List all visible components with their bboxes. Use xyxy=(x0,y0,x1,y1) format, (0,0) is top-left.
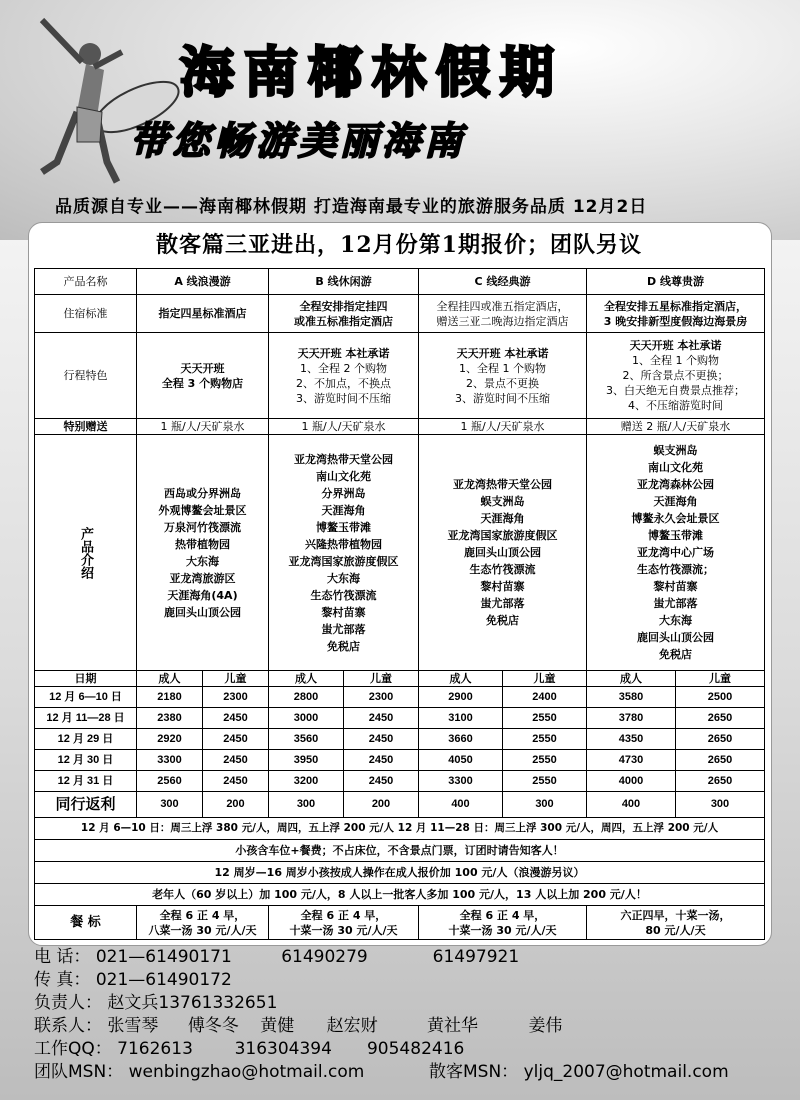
hotel-c-line: 赠送三亚二晚海边指定酒店 xyxy=(436,314,569,328)
intro-item: 亚龙湾森林公园 xyxy=(637,478,714,491)
qq-number: 316304394 xyxy=(234,1039,332,1059)
qq-number: 905482416 xyxy=(366,1039,465,1059)
intro-item: 兴隆热带植物园 xyxy=(305,537,382,551)
note-teen: 12 周岁—16 周岁小孩按成人操作在成人报价加 100 元/人（浪漫游另议） xyxy=(35,862,765,884)
fax-number: 021—61490172 xyxy=(95,970,232,990)
feature-line: 3、白天绝无自费景点推荐； xyxy=(606,384,745,397)
intro-item: 南山文化苑 xyxy=(648,461,703,474)
intro-item: 鹿回头山顶公园 xyxy=(637,631,714,644)
child-label: 儿童 xyxy=(344,671,419,687)
product-b-name: B 线休闲游 xyxy=(269,269,419,295)
meal-line: 十菜一汤 30 元/人/天 xyxy=(289,923,398,937)
price-date: 12 月 29 日 xyxy=(35,729,137,750)
price-cell: 2400 xyxy=(503,687,587,708)
intro-item: 大东海 xyxy=(659,614,692,627)
feature-line: 天天开班 本社承诺 xyxy=(629,339,722,352)
feature-line: 天天开班 xyxy=(180,361,225,375)
gift-row xyxy=(35,419,765,435)
feature-line: 4、不压缩游览时间 xyxy=(628,399,723,412)
rebate-cell: 300 xyxy=(269,792,344,818)
price-cell: 2650 xyxy=(676,708,765,729)
intro-item: 黎村苗寨 xyxy=(653,580,698,593)
feature-d xyxy=(587,333,765,419)
intro-item: 大东海 xyxy=(186,554,219,568)
gift-b: 1 瓶/人/天矿泉水 xyxy=(269,419,419,435)
fax-row xyxy=(34,969,729,992)
hotel-b xyxy=(269,295,419,333)
feature-line: 2、不加点，不换点 xyxy=(296,376,391,390)
intro-item: 热带植物园 xyxy=(175,537,230,551)
price-cell: 3780 xyxy=(587,708,676,729)
rebate-cell: 300 xyxy=(676,792,765,818)
price-cell: 4730 xyxy=(587,750,676,771)
rebate-cell: 200 xyxy=(203,792,269,818)
feature-row xyxy=(35,333,765,419)
price-cell: 2550 xyxy=(503,708,587,729)
feature-line: 1、全程 2 个购物 xyxy=(300,361,387,375)
intro-item: 亚龙湾中心广场 xyxy=(637,546,714,559)
intro-item: 南山文化苑 xyxy=(316,469,371,483)
note-row xyxy=(35,840,765,862)
price-cell: 3560 xyxy=(269,729,344,750)
intro-item: 免税店 xyxy=(659,648,692,661)
rebate-cell: 200 xyxy=(344,792,419,818)
hotel-c-line: 全程挂四或准五指定酒店， xyxy=(436,299,569,313)
price-cell: 2550 xyxy=(503,729,587,750)
rebate-label: 同行返利 xyxy=(35,792,137,818)
contact-person: 黄健 xyxy=(260,1016,295,1036)
price-cell: 2550 xyxy=(503,771,587,792)
price-cell: 2450 xyxy=(203,708,269,729)
feature-c xyxy=(419,333,587,419)
feature-line: 2、景点不更换 xyxy=(466,376,539,390)
price-cell: 4350 xyxy=(587,729,676,750)
price-cell: 2800 xyxy=(269,687,344,708)
gift-d: 赠送 2 瓶/人/天矿泉水 xyxy=(587,419,765,435)
meal-row xyxy=(35,906,765,940)
intro-item: 鹿回头山顶公园 xyxy=(464,546,541,559)
price-cell: 2450 xyxy=(344,708,419,729)
intro-item: 蜈支洲岛 xyxy=(653,444,698,457)
feature-line: 1、全程 1 个购物 xyxy=(459,361,546,375)
intro-item: 天涯海角 xyxy=(321,503,366,517)
child-label: 儿童 xyxy=(203,671,269,687)
intro-d xyxy=(587,435,765,671)
intro-item: 西岛或分界洲岛 xyxy=(164,486,241,500)
intro-item: 鹿回头山顶公园 xyxy=(164,605,241,619)
intro-item: 生态竹筏漂流 xyxy=(469,563,536,576)
intro-item: 亚龙湾国家旅游度假区 xyxy=(447,529,558,542)
feature-line: 天天开班 本社承诺 xyxy=(297,346,390,360)
price-cell: 4000 xyxy=(587,771,676,792)
feature-line: 天天开班 本社承诺 xyxy=(456,346,549,360)
price-row xyxy=(35,771,765,792)
intro-item: 万泉河竹筏漂流 xyxy=(164,520,241,534)
contact-block xyxy=(34,946,729,1084)
qq-number: 7162613 xyxy=(117,1039,193,1059)
price-cell: 2650 xyxy=(676,729,765,750)
meal-line: 全程 6 正 4 早， xyxy=(300,908,387,922)
gift-a: 1 瓶/人/天矿泉水 xyxy=(137,419,269,435)
manager-value: 赵文兵13761332651 xyxy=(107,993,278,1013)
price-cell: 2450 xyxy=(203,729,269,750)
manager-row xyxy=(34,992,729,1015)
intro-item: 博鳌永久会址景区 xyxy=(631,512,720,525)
intro-item: 黎村苗寨 xyxy=(480,580,525,593)
meal-line: 80 元/人/天 xyxy=(645,923,706,937)
price-cell: 2650 xyxy=(676,771,765,792)
intro-item: 天涯海角 xyxy=(653,495,698,508)
intro-a xyxy=(137,435,269,671)
hotel-a-line: 指定四星标准酒店 xyxy=(158,307,247,320)
adult-label: 成人 xyxy=(419,671,503,687)
price-table xyxy=(34,268,765,940)
rebate-cell: 300 xyxy=(503,792,587,818)
price-cell: 3300 xyxy=(419,771,503,792)
price-header-row xyxy=(35,671,765,687)
meal-d xyxy=(587,906,765,940)
price-cell: 2560 xyxy=(137,771,203,792)
guest-msn-label: 散客MSN： xyxy=(429,1062,519,1082)
note-row xyxy=(35,884,765,906)
phone-number: 61490279 xyxy=(281,947,368,967)
intro-row xyxy=(35,435,765,671)
product-name-label: 产品名称 xyxy=(35,269,137,295)
intro-item: 免税店 xyxy=(327,639,360,653)
intro-item: 生态竹筏漂流 xyxy=(310,588,377,602)
meal-line: 全程 6 正 4 早， xyxy=(159,908,246,922)
phone-label: 电 话： xyxy=(34,947,91,967)
intro-item: 天涯海角 xyxy=(480,512,525,525)
price-cell: 2500 xyxy=(676,687,765,708)
intro-item: 生态竹筏漂流； xyxy=(637,563,714,576)
phone-number: 61497921 xyxy=(432,947,520,967)
price-cell: 3660 xyxy=(419,729,503,750)
price-cell: 2180 xyxy=(137,687,203,708)
price-cell: 2450 xyxy=(344,729,419,750)
price-row xyxy=(35,750,765,771)
note-row xyxy=(35,862,765,884)
rebate-row xyxy=(35,792,765,818)
hotel-c xyxy=(419,295,587,333)
team-msn-label: 团队MSN： xyxy=(34,1062,124,1082)
intro-item: 外观博鳌会址景区 xyxy=(158,503,247,517)
page-subtitle: 带您畅游美丽海南 xyxy=(130,118,467,163)
price-cell: 3580 xyxy=(587,687,676,708)
price-cell: 2300 xyxy=(344,687,419,708)
meal-b xyxy=(269,906,419,940)
contact-person: 傅冬冬 xyxy=(187,1016,239,1036)
guest-msn-value: yljq_2007@hotmail.com xyxy=(523,1062,729,1082)
jumping-person-illustration xyxy=(22,12,182,192)
child-label: 儿童 xyxy=(676,671,765,687)
intro-item: 博鳌玉带滩 xyxy=(648,529,703,542)
phone-row xyxy=(34,946,729,969)
hotel-d xyxy=(587,295,765,333)
note-senior: 老年人（60 岁以上）加 100 元/人，8 人以上一批客人多加 100 元/人，13 人以上加 200 元/人！ xyxy=(35,884,765,906)
price-date: 12 月 11—28 日 xyxy=(35,708,137,729)
phone-number: 021—61490171 xyxy=(95,947,232,967)
feature-b xyxy=(269,333,419,419)
gift-label: 特别赠送 xyxy=(35,419,137,435)
intro-item: 大东海 xyxy=(327,571,360,585)
contact-person: 姜伟 xyxy=(528,1016,563,1036)
msn-row xyxy=(34,1061,729,1084)
hotel-d-line: 全程安排五星标准指定酒店， xyxy=(604,299,747,313)
meal-c xyxy=(419,906,587,940)
feature-line: 3、游览时间不压缩 xyxy=(455,391,550,405)
product-c-name: C 线经典游 xyxy=(419,269,587,295)
intro-item: 蚩尤部落 xyxy=(480,597,525,610)
meal-line: 全程 6 正 4 早， xyxy=(459,908,546,922)
intro-item: 亚龙湾热带天堂公园 xyxy=(453,478,552,491)
price-date: 12 月 6—10 日 xyxy=(35,687,137,708)
hotel-a xyxy=(137,295,269,333)
rebate-cell: 300 xyxy=(137,792,203,818)
price-cell: 2450 xyxy=(203,750,269,771)
rebate-cell: 400 xyxy=(419,792,503,818)
price-cell: 3100 xyxy=(419,708,503,729)
price-date: 12 月 31 日 xyxy=(35,771,137,792)
price-cell: 3000 xyxy=(269,708,344,729)
feature-line: 1、全程 1 个购物 xyxy=(632,354,719,367)
product-name-row xyxy=(35,269,765,295)
intro-item: 蚩尤部落 xyxy=(321,622,366,636)
note-row xyxy=(35,818,765,840)
hotel-d-line: 3 晚安排新型度假海边海景房 xyxy=(603,314,748,328)
feature-line: 2、所含景点不更换； xyxy=(622,369,729,382)
intro-item: 博鳌玉带滩 xyxy=(316,520,371,534)
page-title: 海南椰林假期 xyxy=(180,41,564,104)
intro-item: 亚龙湾旅游区 xyxy=(169,571,236,585)
price-row xyxy=(35,687,765,708)
fax-label: 传 真： xyxy=(34,970,91,990)
intro-c xyxy=(419,435,587,671)
meal-line: 八菜一汤 30 元/人/天 xyxy=(148,923,257,937)
qq-label: 工作QQ： xyxy=(34,1039,112,1059)
hotel-row xyxy=(35,295,765,333)
feature-line: 3、游览时间不压缩 xyxy=(296,391,391,405)
price-cell: 2550 xyxy=(503,750,587,771)
contact-person: 黄社华 xyxy=(427,1016,479,1036)
date-label: 日期 xyxy=(35,671,137,687)
product-d-name: D 线尊贵游 xyxy=(587,269,765,295)
contact-person: 赵宏财 xyxy=(326,1016,378,1036)
feature-a xyxy=(137,333,269,419)
price-cell: 2900 xyxy=(419,687,503,708)
price-cell: 2380 xyxy=(137,708,203,729)
price-cell: 3950 xyxy=(269,750,344,771)
price-cell: 4050 xyxy=(419,750,503,771)
contact-person: 张雪琴 xyxy=(107,1016,159,1036)
price-cell: 3200 xyxy=(269,771,344,792)
price-cell: 2450 xyxy=(344,750,419,771)
intro-item: 黎村苗寨 xyxy=(321,605,366,619)
hotel-label: 住宿标准 xyxy=(35,295,137,333)
adult-label: 成人 xyxy=(587,671,676,687)
price-cell: 3300 xyxy=(137,750,203,771)
note-surcharge: 12 月 6—10 日：周三上浮 380 元/人，周四，五上浮 200 元/人 12 月 11—28 日：周三上浮 300 元/人，周四，五上浮 200 元/人 xyxy=(35,818,765,840)
feature-label: 行程特色 xyxy=(35,333,137,419)
meal-line: 十菜一汤 30 元/人/天 xyxy=(448,923,557,937)
hotel-b-line: 全程安排指定挂四 xyxy=(299,299,388,313)
adult-label: 成人 xyxy=(269,671,344,687)
meal-a xyxy=(137,906,269,940)
product-a-name: A 线浪漫游 xyxy=(137,269,269,295)
adult-label: 成人 xyxy=(137,671,203,687)
intro-item: 亚龙湾热带天堂公园 xyxy=(294,452,393,466)
intro-item: 蚩尤部落 xyxy=(653,597,698,610)
price-cell: 2450 xyxy=(203,771,269,792)
intro-item: 分界洲岛 xyxy=(321,486,366,500)
intro-item: 蜈支洲岛 xyxy=(480,495,525,508)
meal-label: 餐 标 xyxy=(35,906,137,940)
price-row xyxy=(35,708,765,729)
price-cell: 2920 xyxy=(137,729,203,750)
intro-label: 产品介绍 xyxy=(35,435,137,671)
intro-item: 亚龙湾国家旅游度假区 xyxy=(288,554,399,568)
price-cell: 2300 xyxy=(203,687,269,708)
meal-line: 六正四早，十菜一汤， xyxy=(620,908,731,922)
hotel-b-line: 或准五标准指定酒店 xyxy=(294,314,393,328)
manager-label: 负责人： xyxy=(34,993,102,1013)
child-label: 儿童 xyxy=(503,671,587,687)
rebate-cell: 400 xyxy=(587,792,676,818)
intro-item: 天涯海角(4A) xyxy=(167,588,238,602)
intro-b xyxy=(269,435,419,671)
gift-c: 1 瓶/人/天矿泉水 xyxy=(419,419,587,435)
price-row xyxy=(35,729,765,750)
intro-item: 免税店 xyxy=(486,614,519,627)
feature-line: 全程 3 个购物店 xyxy=(161,376,244,390)
price-date: 12 月 30 日 xyxy=(35,750,137,771)
contacts-label: 联系人： xyxy=(34,1016,102,1036)
contacts-row xyxy=(34,1015,729,1038)
price-cell: 2650 xyxy=(676,750,765,771)
price-cell: 2450 xyxy=(344,771,419,792)
qq-row xyxy=(34,1038,729,1061)
team-msn-value: wenbingzhao@hotmail.com xyxy=(128,1062,365,1082)
slogan-line: 品质源自专业——海南椰林假期 打造海南最专业的旅游服务品质 12月2日 xyxy=(55,197,648,217)
note-child: 小孩含车位+餐费；不占床位，不含景点门票，订团时请告知客人！ xyxy=(35,840,765,862)
price-headline: 散客篇三亚进出，12月份第1期报价；团队另议 xyxy=(156,232,642,258)
